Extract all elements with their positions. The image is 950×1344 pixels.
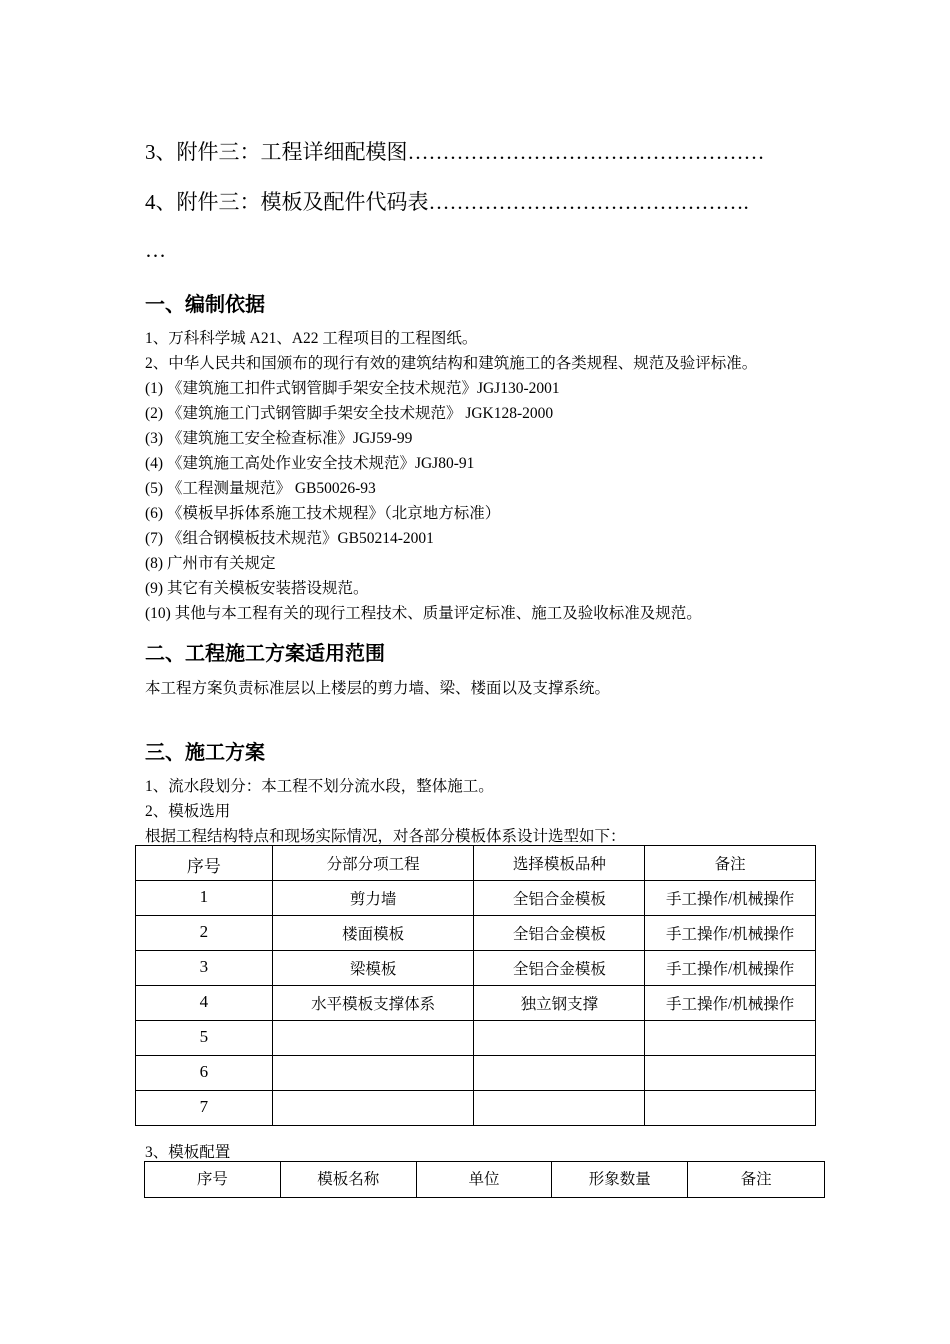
header-cell-index: 序号 xyxy=(136,846,273,881)
toc-line-4: 4、附件三：模板及配件代码表………………………………………. xyxy=(145,190,749,214)
header-cell-work: 分部分项工程 xyxy=(272,846,474,881)
table-row xyxy=(136,951,816,986)
plan-item-1: 1、流水段划分：本工程不划分流水段，整体施工。 xyxy=(145,778,494,795)
header-cell-index: 序号 xyxy=(145,1162,281,1198)
header-cell-note: 备注 xyxy=(645,846,816,881)
basis-item-8: (6) 《模板早拆体系施工技术规程》（北京地方标准） xyxy=(145,505,501,522)
table-cell: 水平模板支撑体系 xyxy=(272,986,474,1021)
table-cell: 6 xyxy=(136,1056,273,1091)
table-cell: 独立钢支撑 xyxy=(474,986,645,1021)
plan-item-3: 3、模板配置 xyxy=(145,1144,231,1161)
table-row xyxy=(136,986,816,1021)
table-cell xyxy=(272,1091,474,1126)
basis-item-6: (4) 《建筑施工高处作业安全技术规范》JGJ80-91 xyxy=(145,455,475,472)
table-row xyxy=(136,916,816,951)
formwork-selection-table xyxy=(135,845,816,1126)
table-cell: 3 xyxy=(136,951,273,986)
table-cell: 全铝合金模板 xyxy=(474,951,645,986)
header-cell-unit: 单位 xyxy=(416,1162,552,1198)
table-cell: 全铝合金模板 xyxy=(474,881,645,916)
section-heading-plan: 三、施工方案 xyxy=(145,740,265,764)
table-intro: 根据工程结构特点和现场实际情况，对各部分模板体系设计选型如下： xyxy=(145,828,626,845)
table-cell: 1 xyxy=(136,881,273,916)
table-header-row xyxy=(136,846,816,881)
table-header-row xyxy=(145,1162,825,1198)
table-cell: 手工操作/机械操作 xyxy=(645,986,816,1021)
table-cell: 7 xyxy=(136,1091,273,1126)
table-cell: 2 xyxy=(136,916,273,951)
basis-item-12: (10) 其他与本工程有关的现行工程技术、质量评定标准、施工及验收标准及规范。 xyxy=(145,605,702,622)
table-cell: 全铝合金模板 xyxy=(474,916,645,951)
formwork-config-table xyxy=(144,1161,825,1198)
basis-item-2: 2、中华人民共和国颁布的现行有效的建筑结构和建筑施工的各类规程、规范及验评标准。 xyxy=(145,355,758,372)
header-cell-note: 备注 xyxy=(688,1162,825,1198)
table-cell xyxy=(474,1091,645,1126)
table-cell: 手工操作/机械操作 xyxy=(645,916,816,951)
table-row xyxy=(136,1021,816,1056)
toc-line-3: 3、附件三：工程详细配模图…………………………………………… xyxy=(145,140,765,164)
table-cell: 4 xyxy=(136,986,273,1021)
table-cell xyxy=(645,1056,816,1091)
basis-item-10: (8) 广州市有关规定 xyxy=(145,555,276,572)
basis-item-9: (7) 《组合钢模板技术规范》GB50214-2001 xyxy=(145,530,434,547)
table-cell: 梁模板 xyxy=(272,951,474,986)
table-cell: 手工操作/机械操作 xyxy=(645,951,816,986)
scope-text: 本工程方案负责标准层以上楼层的剪力墙、梁、楼面以及支撑系统。 xyxy=(145,680,611,697)
table-cell xyxy=(272,1021,474,1056)
basis-item-4: (2) 《建筑施工门式钢管脚手架安全技术规范》 JGK128-2000 xyxy=(145,405,554,422)
header-cell-quantity: 形象数量 xyxy=(552,1162,688,1198)
table-cell: 手工操作/机械操作 xyxy=(645,881,816,916)
plan-item-2: 2、模板选用 xyxy=(145,803,231,820)
basis-item-11: (9) 其它有关模板安装搭设规范。 xyxy=(145,580,369,597)
table-cell xyxy=(645,1091,816,1126)
table-cell xyxy=(645,1021,816,1056)
header-cell-name: 模板名称 xyxy=(280,1162,416,1198)
table-cell xyxy=(474,1056,645,1091)
table-row xyxy=(136,1056,816,1091)
section-heading-scope: 二、工程施工方案适用范围 xyxy=(145,641,385,665)
toc-line-4-continuation: … xyxy=(145,238,166,262)
basis-item-5: (3) 《建筑施工安全检查标准》JGJ59-99 xyxy=(145,430,413,447)
table-cell: 楼面模板 xyxy=(272,916,474,951)
table-cell xyxy=(272,1056,474,1091)
section-heading-basis: 一、编制依据 xyxy=(145,292,265,316)
basis-item-3: (1) 《建筑施工扣件式钢管脚手架安全技术规范》JGJ130-2001 xyxy=(145,380,560,397)
table-cell: 5 xyxy=(136,1021,273,1056)
table-row xyxy=(136,881,816,916)
basis-item-7: (5) 《工程测量规范》 GB50026-93 xyxy=(145,480,376,497)
basis-item-1: 1、万科科学城 A21、A22 工程项目的工程图纸。 xyxy=(145,330,478,347)
table-cell: 剪力墙 xyxy=(272,881,474,916)
table-row xyxy=(136,1091,816,1126)
header-cell-formwork: 选择模板品种 xyxy=(474,846,645,881)
table-cell xyxy=(474,1021,645,1056)
